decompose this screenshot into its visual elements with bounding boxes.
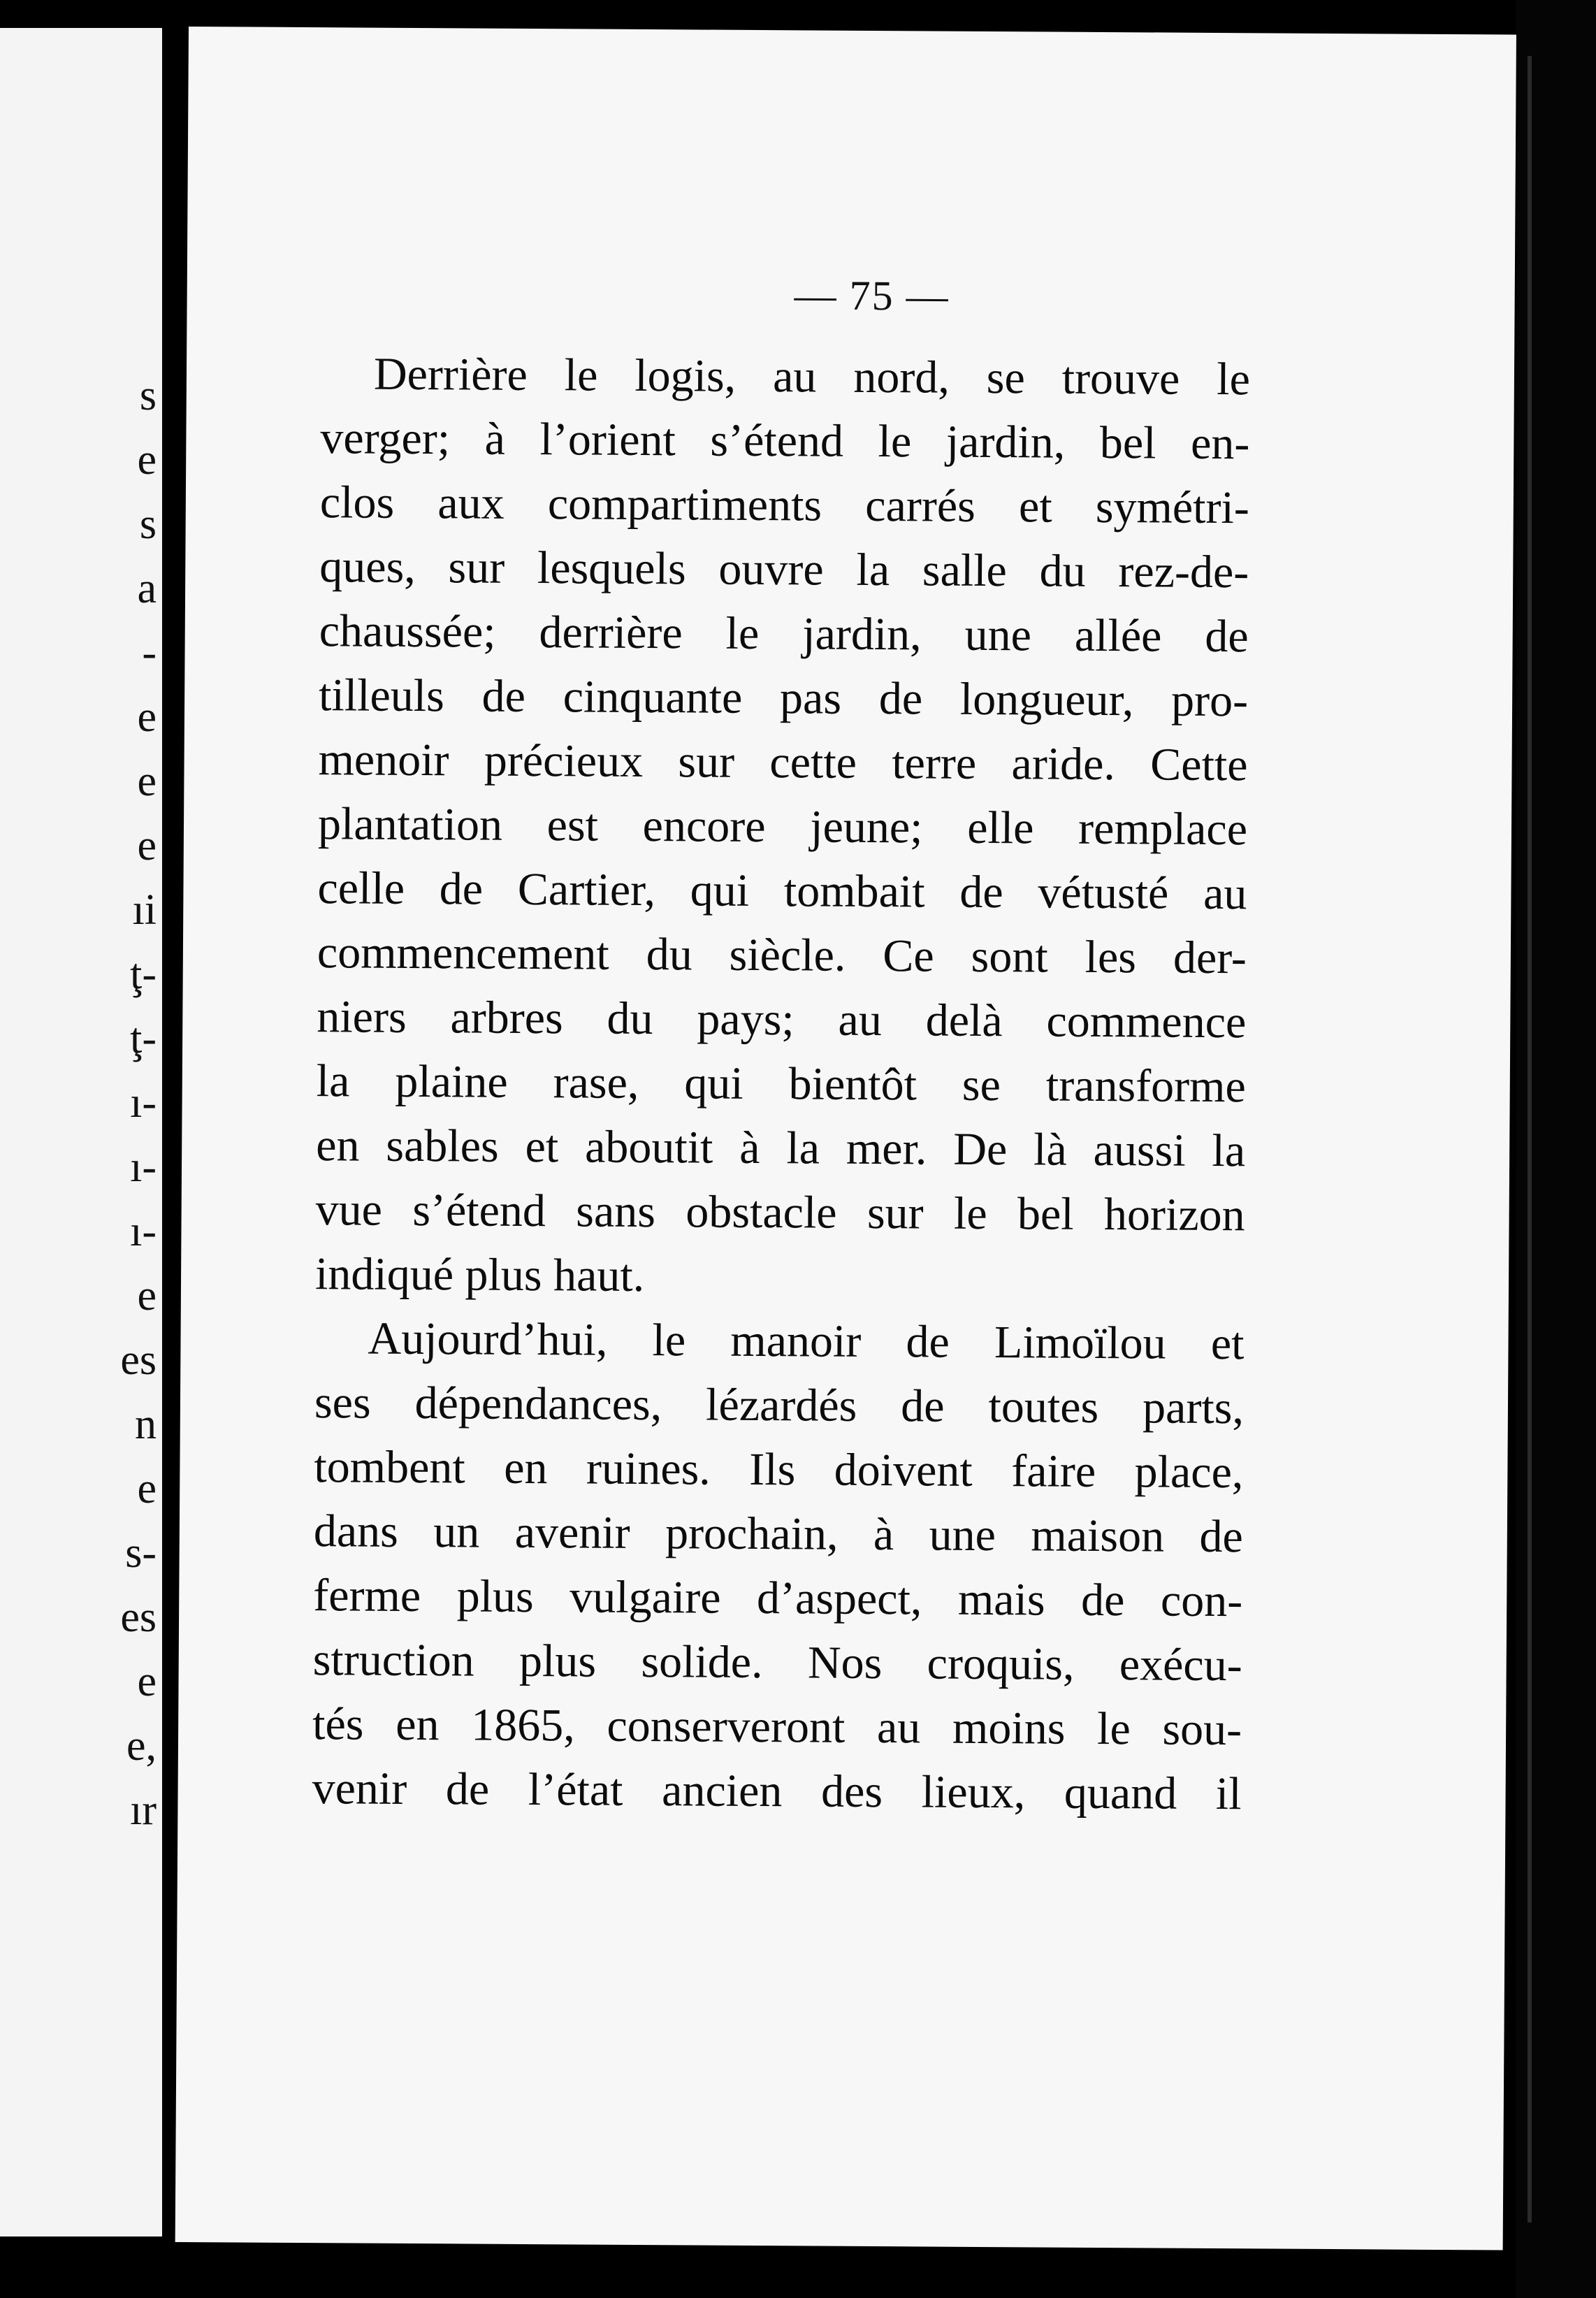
text-line: tés en 1865, conserveront au moins le sou- bbox=[312, 1698, 1242, 1756]
text-line: ferme plus vulgaire d’aspect, mais de con- bbox=[313, 1570, 1243, 1627]
fragment: e bbox=[137, 436, 157, 484]
text-line: vue s’étend sans obstacle sur le bel horizon bbox=[315, 1184, 1245, 1241]
book-edge-shadow bbox=[1516, 0, 1596, 2298]
fragment: ı- bbox=[130, 1143, 157, 1191]
text-line: en sables et aboutit à la mer. De là aussi la bbox=[316, 1120, 1246, 1177]
text-line: Aujourd’hui, le manoir de Limoïlou et bbox=[368, 1313, 1245, 1370]
fragment: - bbox=[142, 629, 157, 677]
text-line: ses dépendances, lézardés de toutes parts, bbox=[314, 1377, 1245, 1434]
fragment: es bbox=[120, 1336, 157, 1384]
fragment: e bbox=[137, 1272, 157, 1320]
fragment: ıi bbox=[132, 886, 157, 934]
paragraph-2 bbox=[312, 1306, 1244, 1826]
fragment: e bbox=[137, 1465, 157, 1512]
text-line: plantation est encore jeune; elle remplace bbox=[317, 798, 1248, 855]
fragment: a bbox=[137, 565, 157, 612]
text-line: verger; à l’orient s’étend le jardin, bel en- bbox=[320, 412, 1250, 470]
text-line: ques, sur lesquels ouvre la salle du rez-de- bbox=[319, 541, 1249, 598]
page-body bbox=[312, 342, 1250, 1826]
fragment: e bbox=[137, 693, 157, 741]
fragment: e bbox=[137, 1658, 157, 1705]
text-line: celle de Cartier, qui tombait de vétusté au bbox=[317, 862, 1247, 920]
text-line: venir de l’état ancien des lieux, quand il bbox=[312, 1763, 1242, 1820]
fragment: es bbox=[120, 1594, 157, 1641]
text-line: chaussée; derrière le jardin, une allée de bbox=[319, 605, 1249, 663]
fragment: s bbox=[139, 372, 157, 419]
text-line: struction plus solide. Nos croquis, exécu- bbox=[312, 1634, 1242, 1691]
facing-page-edge bbox=[0, 28, 162, 2236]
text-line: menoir précieux sur cette terre aride. Cette bbox=[318, 734, 1248, 791]
fragment: e, bbox=[126, 1722, 157, 1770]
facing-page-fragments bbox=[115, 363, 157, 1842]
fragment: n bbox=[135, 1401, 157, 1448]
page-edge-sheet bbox=[1528, 56, 1532, 2223]
fragment: ı- bbox=[130, 1079, 157, 1127]
fragment: e bbox=[137, 822, 157, 869]
fragment: e bbox=[137, 758, 157, 805]
book-page bbox=[175, 27, 1516, 2250]
fragment: ţ- bbox=[130, 1015, 157, 1062]
fragment: ır bbox=[130, 1786, 157, 1834]
text-line: commencement du siècle. Ce sont les der- bbox=[317, 927, 1247, 984]
fragment: ı- bbox=[130, 1208, 157, 1255]
text-line: tilleuls de cinquante pas de longueur, pro- bbox=[318, 670, 1249, 727]
fragment: s bbox=[139, 500, 157, 548]
text-line: la plaine rase, qui bientôt se transforme bbox=[316, 1055, 1246, 1113]
text-line: indiqué plus haut. bbox=[314, 1248, 645, 1302]
text-line: dans un avenir prochain, à une maison de bbox=[313, 1505, 1244, 1563]
text-line: niers arbres du pays; au delà commence bbox=[317, 991, 1247, 1048]
text-line: tombent en ruines. Ils doivent faire place, bbox=[314, 1441, 1244, 1498]
text-line: Derrière le logis, au nord, se trouve le bbox=[373, 348, 1251, 405]
text-line: clos aux compartiments carrés et symétri- bbox=[319, 477, 1250, 534]
paragraph-1 bbox=[315, 342, 1250, 1312]
page-number: — 75 — bbox=[794, 272, 950, 319]
fragment: s- bbox=[125, 1529, 157, 1577]
fragment: ţ- bbox=[130, 951, 157, 998]
